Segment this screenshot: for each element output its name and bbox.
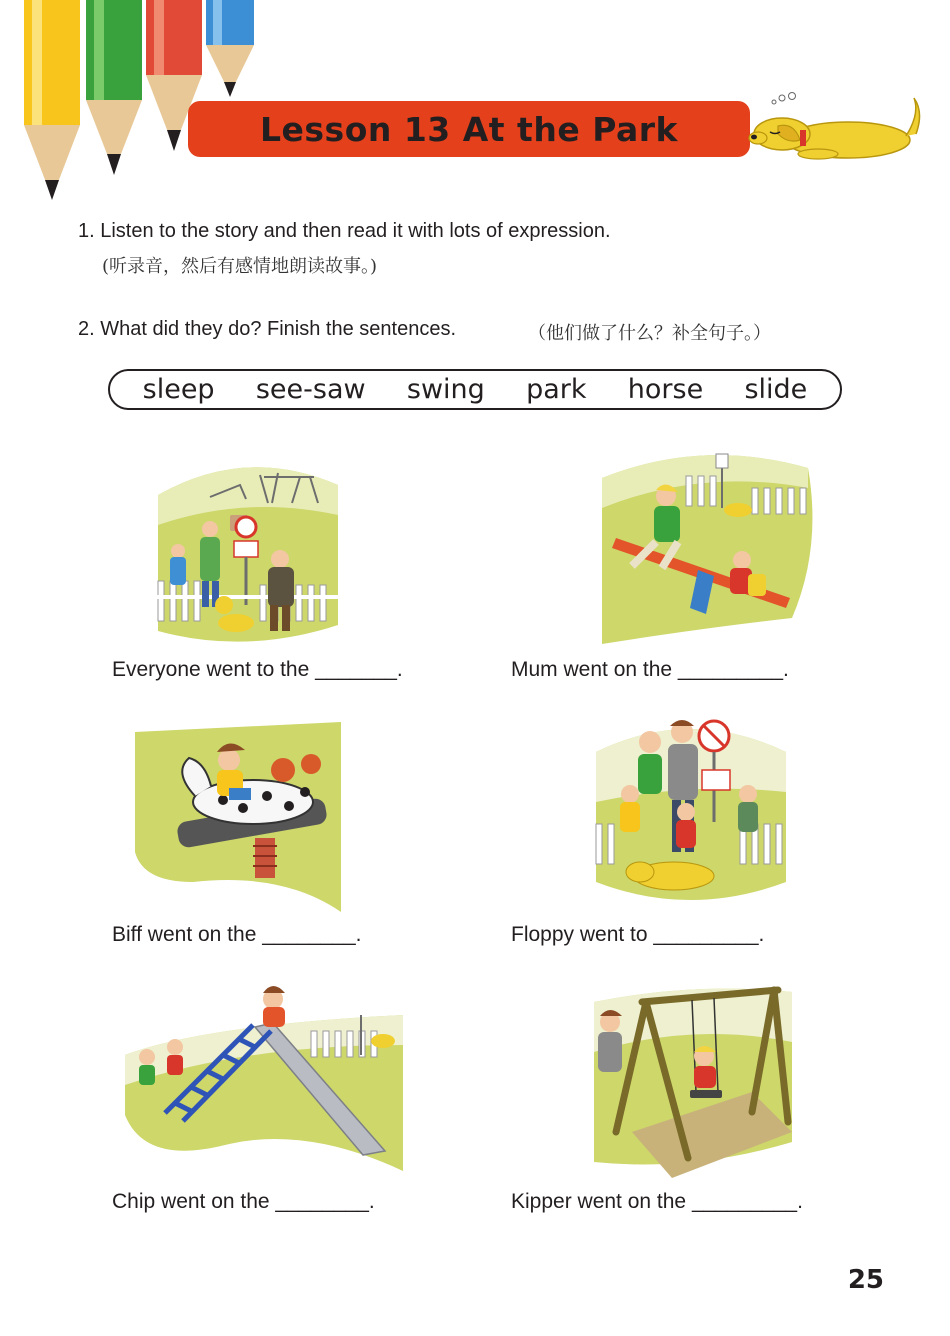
rocking-horse-illustration — [133, 722, 343, 912]
sentence-kipper: Kipper went on the _________. — [511, 1190, 803, 1213]
swing-illustration — [592, 982, 794, 1178]
page-title: Lesson 13 At the Park — [260, 109, 678, 149]
green-pencil-icon — [86, 0, 142, 175]
sentence-chip: Chip went on the ________. — [112, 1190, 375, 1213]
sentence-mum: Mum went on the _________. — [511, 658, 789, 681]
blue-pencil-icon — [206, 0, 254, 97]
sleeping-dog-icon — [748, 92, 924, 162]
instruction-1: 1. Listen to the story and then read it with lots of expression. — [78, 220, 611, 242]
word-bank-item: see-saw — [255, 374, 366, 405]
instruction-1-chinese: (听录音，然后有感情地朗读故事。) — [102, 256, 378, 277]
park-gate-illustration — [150, 455, 342, 645]
word-bank-item: horse — [627, 374, 704, 405]
instruction-2-chinese: （他们做了什么？补全句子。） — [528, 323, 771, 344]
sleeping-dog-illustration — [590, 712, 792, 908]
yellow-pencil-icon — [24, 0, 80, 200]
word-bank-item: slide — [744, 374, 808, 405]
word-bank-item: park — [526, 374, 587, 405]
instruction-2: 2. What did they do? Finish the sentences. — [78, 318, 456, 340]
see-saw-illustration — [602, 448, 818, 648]
word-bank — [108, 369, 842, 410]
word-bank-item: swing — [406, 374, 485, 405]
title-banner — [188, 101, 750, 157]
sentence-everyone: Everyone went to the _______. — [112, 658, 403, 681]
word-bank-item: sleep — [142, 374, 215, 405]
slide-illustration — [125, 975, 403, 1171]
page-number: 25 — [847, 1265, 884, 1295]
sentence-floppy: Floppy went to _________. — [511, 923, 765, 946]
sentence-biff: Biff went on the ________. — [112, 923, 362, 946]
